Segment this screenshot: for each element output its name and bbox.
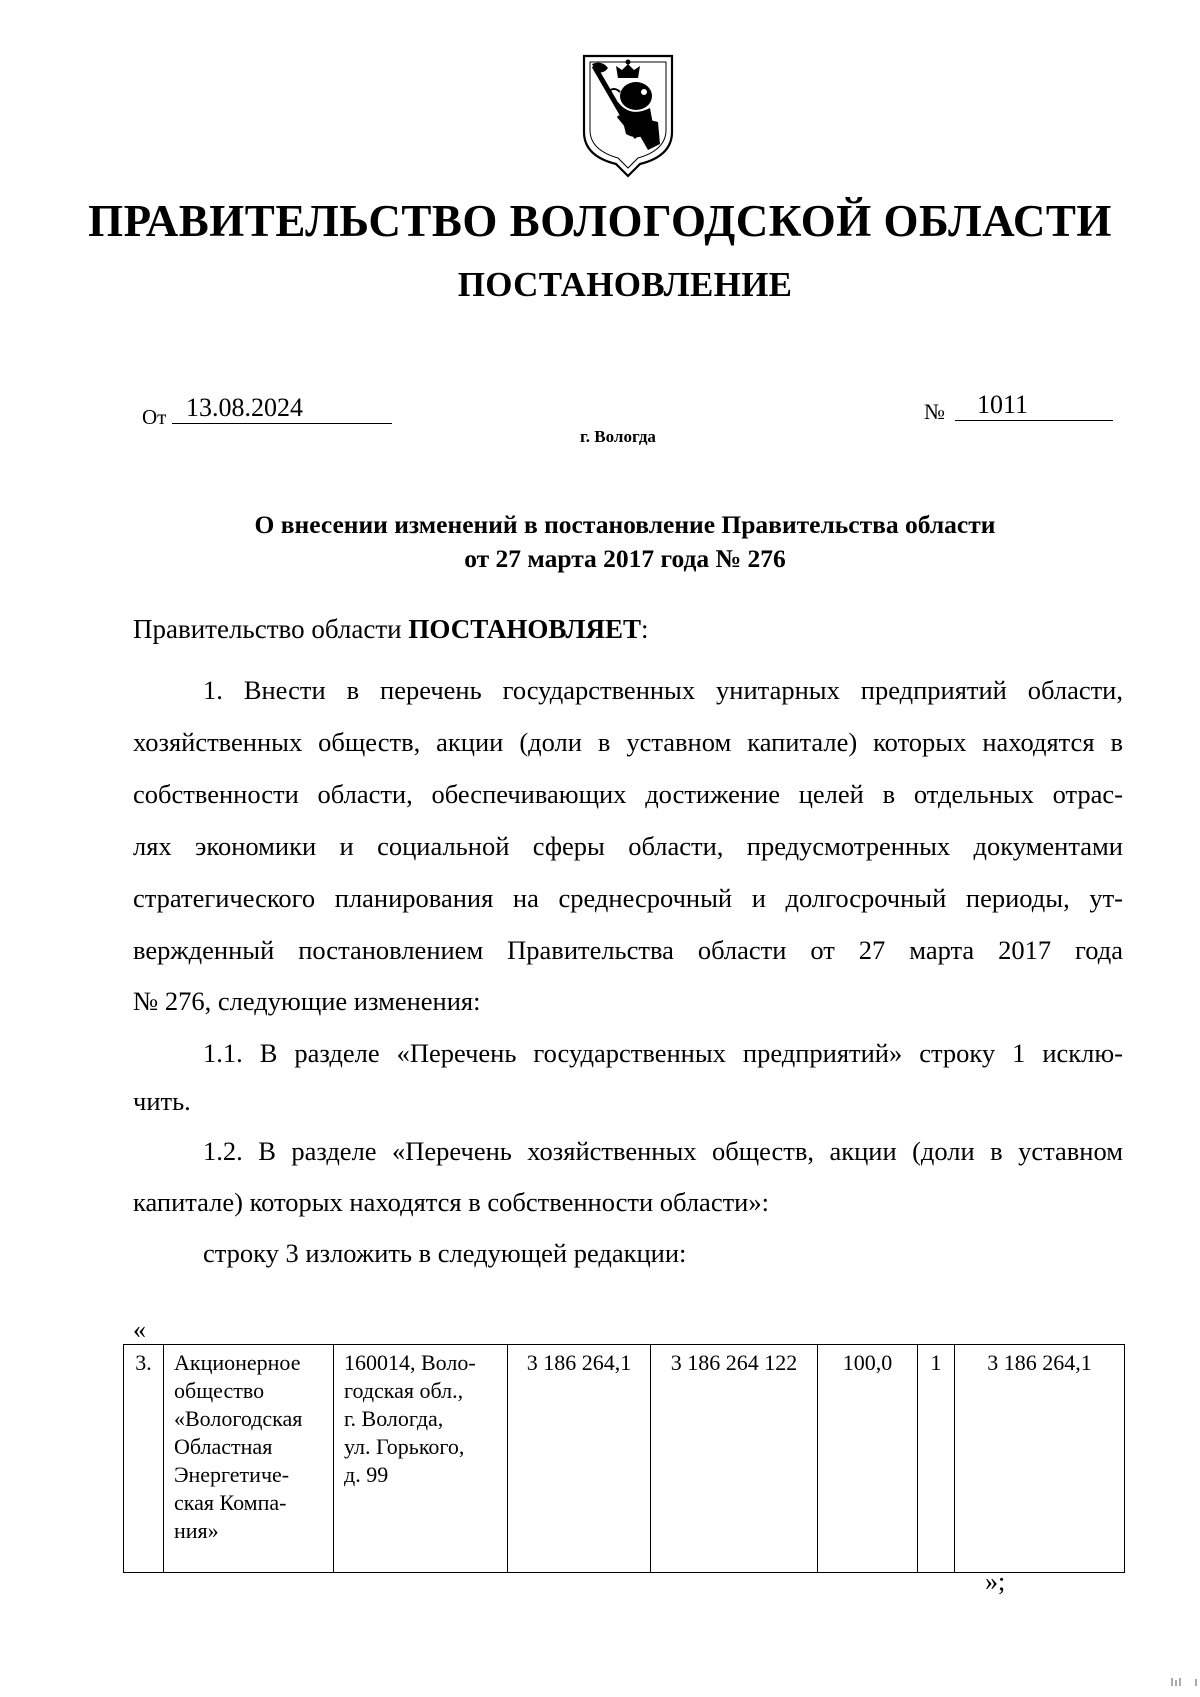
government-title: ПРАВИТЕЛЬСТВО ВОЛОГОДСКОЙ ОБЛАСТИ bbox=[88, 196, 1112, 246]
address-line: ул. Горького, bbox=[344, 1434, 465, 1459]
paragraph-1-line: собственности области, обеспечивающих достижение целей в отдельных отрас- bbox=[133, 779, 1123, 809]
quote-close: »; bbox=[985, 1567, 1006, 1596]
preamble-verb: ПОСТАНОВЛЯЕТ bbox=[408, 614, 641, 644]
table-row bbox=[124, 1345, 1125, 1573]
paragraph-1-line: хозяйственных обществ, акции (доли в уставном капитале) которых находятся в bbox=[133, 727, 1123, 757]
company-name-line: «Вологодская bbox=[174, 1406, 303, 1431]
company-name-line: ния» bbox=[174, 1518, 219, 1543]
address-line: годская обл., bbox=[344, 1378, 464, 1403]
document-number: 1011 bbox=[955, 390, 1113, 421]
paragraph-1-line: вержденный постановлением Правительства области от 27 марта 2017 года bbox=[133, 935, 1123, 965]
paragraph-1-line: № 276, следующие изменения: bbox=[133, 986, 481, 1016]
address-line: 160014, Воло- bbox=[344, 1350, 476, 1375]
company-name-line: общество bbox=[174, 1378, 265, 1403]
document-type: ПОСТАНОВЛЕНИЕ bbox=[457, 265, 793, 304]
paragraph-1-1-line: чить. bbox=[133, 1086, 191, 1116]
company-name-line: Акционерное bbox=[174, 1350, 301, 1375]
address-cell bbox=[334, 1345, 508, 1573]
paragraph-1-line: 1. Внести в перечень государственных унитарных предприятий области, bbox=[203, 675, 1123, 705]
number-label: № bbox=[924, 399, 945, 424]
coat-of-arms-emblem bbox=[578, 52, 678, 180]
replacement-table bbox=[123, 1344, 1125, 1573]
company-name-cell bbox=[164, 1345, 334, 1573]
date-label: От bbox=[142, 405, 167, 429]
document-date: 13.08.2024 bbox=[172, 393, 392, 424]
subject-line-1: О внесении изменений в постановление Правительства области bbox=[254, 510, 996, 539]
company-name-line: Областная bbox=[174, 1434, 273, 1459]
city: г. Вологда bbox=[580, 427, 656, 446]
subject-line-2: от 27 марта 2017 года № 276 bbox=[464, 544, 786, 573]
shares-count-cell: 3 186 264 122 bbox=[651, 1345, 818, 1573]
address-line: г. Вологда, bbox=[344, 1406, 444, 1431]
company-name-line: Энергетиче- bbox=[174, 1462, 290, 1487]
preamble bbox=[133, 614, 649, 645]
preamble-prefix: Правительство области bbox=[133, 614, 409, 644]
share-percent-cell: 100,0 bbox=[818, 1345, 918, 1573]
paragraph-1-line: стратегического планирования на среднесрочный и долгосрочный периоды, ут- bbox=[133, 883, 1123, 913]
row-number: 3. bbox=[124, 1345, 164, 1573]
document-subject bbox=[100, 508, 1150, 576]
address-line: д. 99 bbox=[344, 1462, 389, 1487]
charter-capital-cell: 3 186 264,1 bbox=[508, 1345, 651, 1573]
scan-edge-marks bbox=[1170, 1676, 1200, 1686]
paragraph-1-line: лях экономики и социальной сферы области, предусмотренных документами bbox=[133, 831, 1123, 861]
paragraph-1-1-line: 1.1. В разделе «Перечень государственных предприятий» строку 1 исклю- bbox=[203, 1038, 1123, 1068]
paragraph-1-2-line: капитале) которых находятся в собственности области»: bbox=[133, 1187, 769, 1217]
col7-cell: 3 186 264,1 bbox=[955, 1345, 1125, 1573]
company-name-line: ская Компа- bbox=[174, 1490, 287, 1515]
preamble-suffix: : bbox=[640, 614, 649, 644]
col6-cell: 1 bbox=[918, 1345, 955, 1573]
paragraph-1-2-line: 1.2. В разделе «Перечень хозяйственных обществ, акции (доли в уставном bbox=[203, 1136, 1123, 1166]
vologda-coat-of-arms-icon bbox=[578, 52, 678, 180]
paragraph-1-2-instruction: строку 3 изложить в следующей редакции: bbox=[203, 1238, 687, 1268]
quote-open: « bbox=[133, 1315, 146, 1344]
